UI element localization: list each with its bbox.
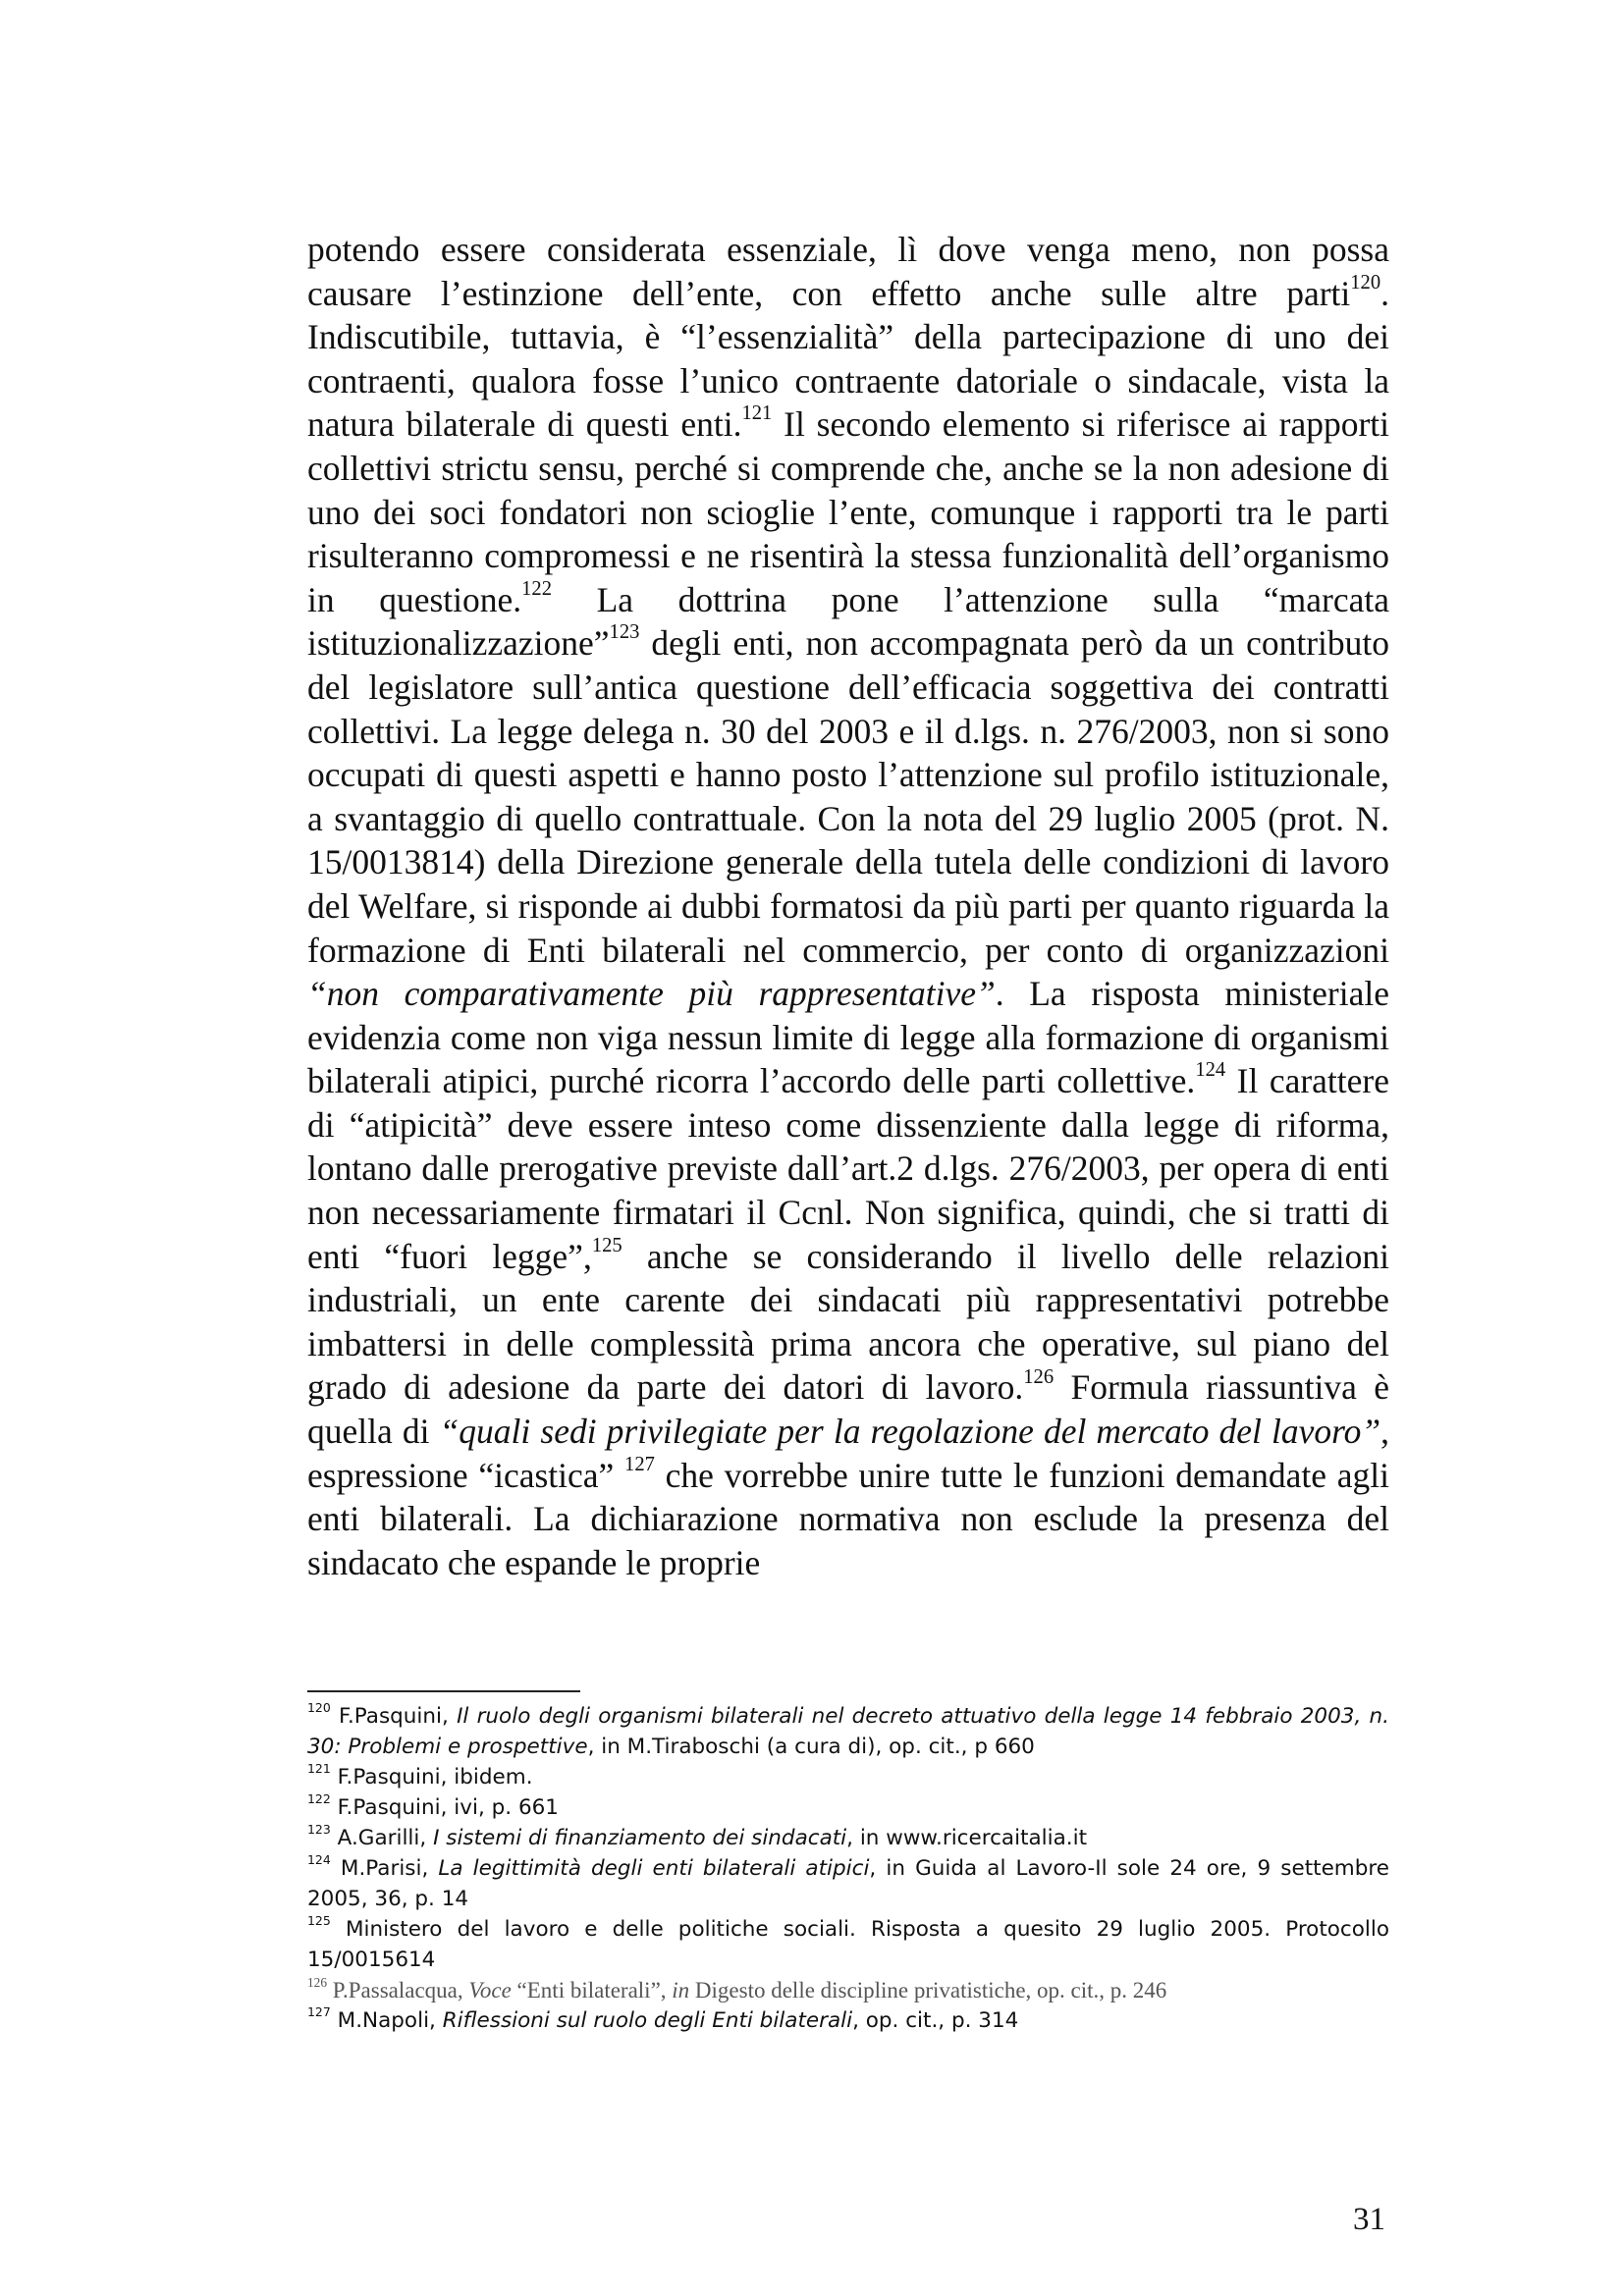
italic-text: Riflessioni sul ruolo degli Enti bilaterali <box>442 2008 853 2033</box>
text-run: M.Napoli, <box>330 2008 443 2033</box>
text-run: , in www.ricercaitalia.it <box>846 1826 1088 1850</box>
footnote-number: 126 <box>307 1974 327 1990</box>
italic-text: in <box>672 1978 690 2002</box>
text-run: “Enti bilaterali”, <box>511 1978 673 2002</box>
footnote-number: 124 <box>307 1852 331 1868</box>
footnote-reference: 123 <box>609 621 640 644</box>
footnote-reference: 120 <box>1350 271 1381 294</box>
footnote-reference: 124 <box>1195 1059 1226 1082</box>
italic-text: I sistemi di finanziamento dei sindacati <box>433 1826 847 1850</box>
text-run: , espressione “icastica” <box>307 1412 1389 1495</box>
footnote-item <box>307 1762 1389 1792</box>
italic-text: La legittimità degli enti bilaterali atipici <box>438 1856 870 1881</box>
footnote-item <box>307 1701 1389 1762</box>
footnote-number: 120 <box>307 1700 331 1716</box>
footnote-number: 127 <box>307 2004 331 2020</box>
footnote-item <box>307 1823 1389 1853</box>
text-run: degli enti, non accompagnata però da un contributo del legislatore sull’antica questione dell’efficacia soggettiva dei contratti collettivi. La legge delega n. 30 del 2003 e il d.lgs. n. 276/2003, non si sono occupati di questi aspetti e hanno posto l’attenzione sul profilo istituzionale, a svantaggio di quello contrattuale. Con la nota del 29 luglio 2005 (prot. N. 15/0013814) della Direzione generale della tutela delle condizioni di lavoro del Welfare, si risponde ai dubbi formatosi da più parti per quanto riguarda la formazione di Enti bilaterali nel commercio, per conto di organizzazioni <box>307 623 1389 970</box>
footnote-number: 123 <box>307 1822 331 1838</box>
text-run: P.Passalacqua, <box>327 1978 469 2002</box>
text-run: , in M.Tiraboschi (a cura di), op. cit., p 660 <box>587 1735 1035 1759</box>
footnote-number: 121 <box>307 1761 331 1777</box>
body-paragraph <box>307 228 1389 1584</box>
text-run: A.Garilli, <box>330 1826 434 1850</box>
text-run: Il carattere di “atipicità” deve essere inteso come dissenziente dalla legge di riforma, lontano dalle prerogative previste dall’art.2 d.lgs. 276/2003, per opera di enti non necessariamente firmatari il Ccnl. Non significa, quindi, che si tratti di enti “fuori legge”, <box>307 1061 1389 1276</box>
text-run: Formula riassuntiva è quella di <box>307 1367 1390 1452</box>
footnote-separator <box>307 1690 580 1692</box>
text-run: . Indiscutibile, tuttavia, è “l’essenzialità” della partecipazione di uno dei contraenti, qualora fosse l’unico contraente datoriale o sindacale, vista la natura bilaterale di questi enti. <box>307 273 1389 445</box>
footnote-item <box>307 2005 1389 2036</box>
footnote-item <box>307 1792 1389 1823</box>
italic-text: “non comparativamente più rappresentative” <box>307 974 996 1014</box>
text-run: F.Pasquini, ivi, p. 661 <box>330 1795 559 1820</box>
footnote-item <box>307 1853 1389 1914</box>
text-run: . La risposta ministeriale evidenzia come non viga nessun limite di legge alla formazione di organismi bilaterali atipici, purché ricorra l’accordo delle parti collettive. <box>307 974 1389 1101</box>
text-run: potendo essere considerata essenziale, lì dove venga meno, non possa causare l’estinzione dell’ente, con effetto anche sulle altre parti <box>307 230 1389 313</box>
text-run: che vorrebbe unire tutte le funzioni demandate agli enti bilaterali. La dichiarazione normativa non esclude la presenza del sindacato che espande le proprie <box>307 1455 1389 1582</box>
footnote-item <box>307 1975 1389 2005</box>
body-text <box>307 228 1389 1584</box>
text-run: M.Parisi, <box>330 1856 439 1881</box>
footnotes-list <box>307 1701 1389 2036</box>
text-run: La dottrina pone l’attenzione sulla “marcata istituzionalizzazione” <box>307 579 1389 664</box>
text-run: F.Pasquini, ibidem. <box>330 1765 533 1789</box>
italic-text: “quali sedi privilegiate per la regolazione del mercato del lavoro” <box>439 1412 1381 1452</box>
footnote-reference: 127 <box>624 1453 655 1475</box>
footnote-reference: 122 <box>521 577 552 600</box>
italic-text: Voce <box>468 1978 512 2002</box>
footnote-reference: 125 <box>591 1234 622 1256</box>
text-run: anche se considerando il livello delle relazioni industriali, un ente carente dei sindacati più rappresentativi potrebbe imbattersi in delle complessità prima ancora che operative, sul piano del grado di adesione da parte dei datori di lavoro. <box>307 1236 1390 1408</box>
footnote-item <box>307 1914 1389 1975</box>
text-run: , op. cit., p. 314 <box>852 2008 1019 2033</box>
footnote-reference: 126 <box>1023 1365 1055 1388</box>
text-run: , in Guida al Lavoro-Il sole 24 ore, 9 settembre 2005, 36, p. 14 <box>307 1856 1389 1911</box>
text-run: F.Pasquini, <box>330 1704 458 1729</box>
footnote-number: 122 <box>307 1791 331 1807</box>
text-run: Ministero del lavoro e delle politiche sociali. Risposta a quesito 29 luglio 2005. Protocollo 15/0015614 <box>307 1917 1389 1972</box>
text-run: Digesto delle discipline privatistiche, op. cit., p. 246 <box>689 1978 1167 2002</box>
footnote-reference: 121 <box>741 402 773 425</box>
footnote-number: 125 <box>307 1913 331 1929</box>
italic-text: Il ruolo degli organismi bilaterali nel decreto attuativo della legge 14 febbraio 2003, n. 30: Problemi e prospettive <box>307 1704 1389 1759</box>
text-run: Il secondo elemento si riferisce ai rapporti collettivi strictu sensu, perché si comprende che, anche se la non adesione di uno dei soci fondatori non scioglie l’ente, comunque i rapporti tra le parti risulteranno compromessi e ne risentirà la stessa funzionalità dell’organismo in questione. <box>307 404 1389 619</box>
page-number: 31 <box>1353 2202 1385 2237</box>
